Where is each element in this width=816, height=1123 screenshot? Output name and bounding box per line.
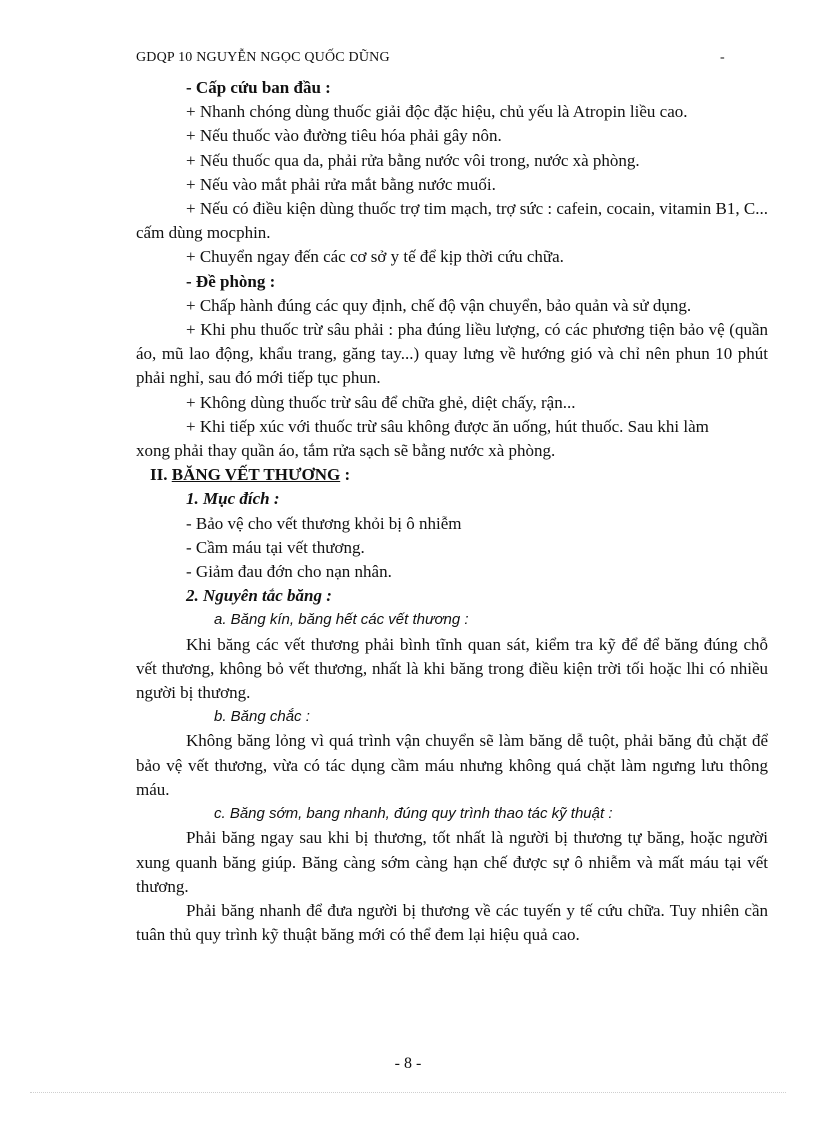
first-aid-item: + Chuyển ngay đến các cơ sở y tế để kịp thời cứu chữa. (186, 247, 564, 267)
first-aid-item: + Nhanh chóng dùng thuốc giải độc đặc hiệu, chủ yếu là Atropin liều cao. (186, 102, 688, 122)
paragraph-b: Không băng lỏng vì quá trình vận chuyển sẽ làm băng dễ tuột, phải băng đủ chặt để bảo vệ vết thương, vừa có tác dụng cầm máu nhưng không quá chặt làm ngưng lưu thông máu. (136, 731, 768, 799)
paragraph-c2: Phải băng nhanh để đưa người bị thương về các tuyến y tế cứu chữa. Tuy nhiên cần tuân thủ quy trình kỹ thuật băng mới có thể đem lại hiệu quả cao. (136, 900, 768, 945)
paragraph-a: Khi băng các vết thương phải bình tĩnh quan sát, kiểm tra kỹ để để băng đúng chỗ vết thương, không bỏ vết thương, nhất là khi băng trong điều kiện trời tối hoặc lhi có nhiều người bị thương. (136, 634, 768, 703)
principles-heading: 2. Nguyên tắc băng : (186, 586, 332, 606)
section-title: BĂNG VẾT THƯƠNG (171, 465, 341, 485)
subheading-a: a. Băng kín, băng hết các vết thương : (214, 611, 469, 629)
prevention-item: + Khi tiếp xúc với thuốc trừ sâu không được ăn uống, hút thuốc. Sau khi làm (186, 416, 709, 436)
subheading-c: c. Băng sớm, bang nhanh, đúng quy trình thao tác kỹ thuật : (214, 805, 613, 823)
purpose-item: - Bảo vệ cho vết thương khỏi bị ô nhiễm (186, 513, 462, 533)
first-aid-heading: - Cấp cứu ban đầu : (186, 78, 331, 97)
prevention-heading: - Đề phòng : (186, 271, 276, 291)
document-body (136, 76, 768, 947)
purpose-heading: 1. Mục đích : (186, 489, 280, 509)
first-aid-item: + Nếu thuốc vào đường tiêu hóa phải gây nôn. (186, 126, 502, 146)
page-bottom-divider (30, 1092, 786, 1093)
purpose-item: - Cầm máu tại vết thương. (186, 537, 365, 557)
prevention-item: + Chấp hành đúng các quy định, chế độ vận chuyển, bảo quản và sử dụng. (186, 295, 692, 315)
paragraph-c1: Phải băng ngay sau khi bị thương, tốt nhất là người bị thương tự băng, hoặc người xung quanh băng giúp. Băng càng sớm càng hạn chế được sự ô nhiễm và mất máu tại vết thương. (136, 828, 768, 896)
first-aid-item: + Nếu vào mắt phải rửa mắt bằng nước muối. (186, 174, 496, 194)
prevention-item: + Khi phu thuốc trừ sâu phải : pha đúng liều lượng, có các phương tiện bảo vệ (quần áo, mũ lao động, khẩu trang, găng tay...) quay lưng về hướng gió và chỉ nên phun 10 phút phải nghỉ, sau đó mới tiếp tục phun. (136, 320, 768, 388)
section-colon: : (340, 465, 351, 485)
page-number: - 8 - (394, 1055, 422, 1072)
first-aid-item: + Nếu thuốc qua da, phải rửa bằng nước vôi trong, nước xà phòng. (186, 150, 640, 170)
page-header (136, 50, 736, 66)
header-title: GDQP 10 NGUYỄN NGỌC QUỐC DŨNG (136, 50, 390, 65)
header-dash: - (720, 50, 725, 65)
prevention-continuation: xong phải thay quần áo, tắm rửa sạch sẽ bằng nước xà phòng. (136, 441, 556, 461)
section-number: II. (150, 465, 168, 485)
purpose-item: - Giảm đau đớn cho nạn nhân. (186, 562, 392, 582)
section-heading (136, 463, 768, 487)
prevention-item: + Không dùng thuốc trừ sâu để chữa ghẻ, diệt chấy, rận... (186, 392, 576, 412)
first-aid-item: + Nếu có điều kiện dùng thuốc trợ tim mạch, trợ sức : cafein, cocain, vitamin B1, C... cấm dùng mocphin. (136, 199, 768, 243)
subheading-b: b. Băng chắc : (214, 708, 310, 726)
